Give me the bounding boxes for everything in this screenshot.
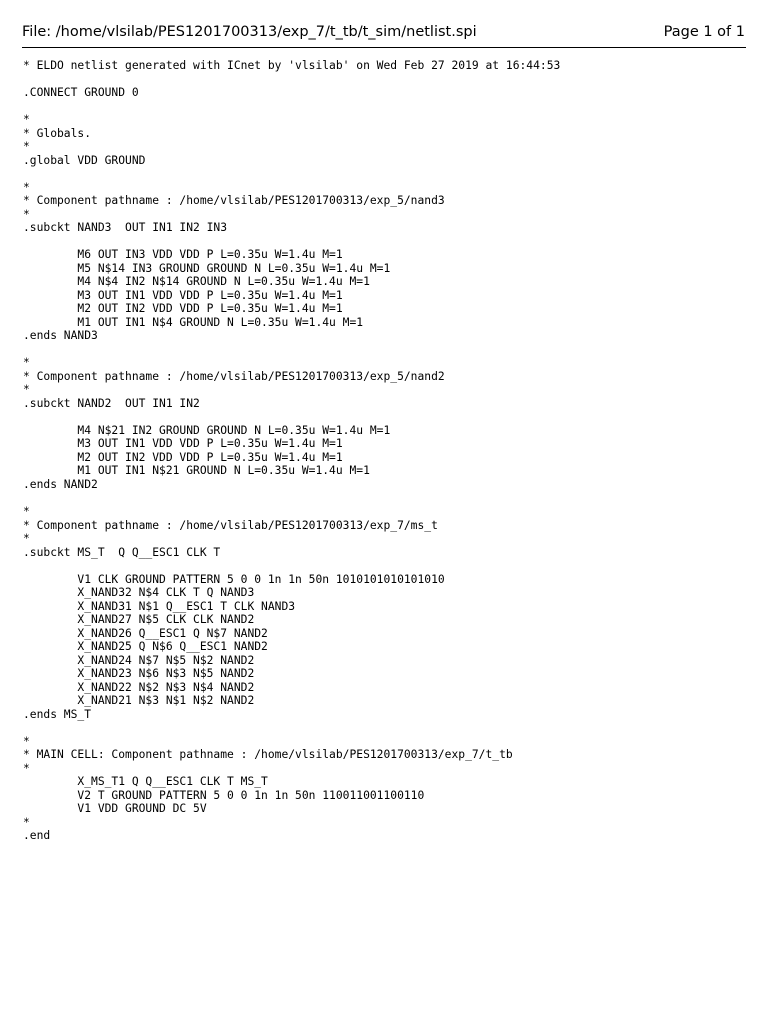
netlist-line: M2 OUT IN2 VDD VDD P L=0.35u W=1.4u M=1 [23, 450, 343, 464]
netlist-listing [23, 59, 560, 856]
netlist-line: X_NAND25 Q N$6 Q__ESC1 NAND2 [23, 640, 268, 654]
netlist-line: X_NAND22 N$2 N$3 N$4 NAND2 [23, 680, 255, 694]
netlist-line [23, 100, 560, 114]
netlist-line [23, 492, 560, 506]
netlist-line: M2 OUT IN2 VDD VDD P L=0.35u W=1.4u M=1 [23, 302, 343, 316]
netlist-line: .ends MS_T [23, 707, 92, 721]
netlist-line: X_NAND31 N$1 Q__ESC1 T CLK NAND3 [23, 599, 296, 613]
netlist-line: * [23, 815, 30, 829]
netlist-line: * [23, 505, 30, 519]
netlist-line: * [23, 180, 30, 194]
netlist-line: V1 CLK GROUND PATTERN 5 0 0 1n 1n 50n 1010101010101010 [23, 572, 445, 586]
netlist-line: M3 OUT IN1 VDD VDD P L=0.35u W=1.4u M=1 [23, 437, 343, 451]
netlist-line: .ends NAND2 [23, 477, 98, 491]
netlist-line: X_NAND32 N$4 CLK T Q NAND3 [23, 586, 255, 600]
netlist-line: * [23, 734, 30, 748]
netlist-line [23, 559, 560, 573]
netlist-line [23, 410, 560, 424]
netlist-line: * ELDO netlist generated with ICnet by 'vlsilab' on Wed Feb 27 2019 at 16:44:53 [23, 59, 561, 72]
file-path: File: /home/vlsilab/PES1201700313/exp_7/t_tb/t_sim/netlist.spi [22, 24, 477, 40]
netlist-line: .subckt MS_T Q Q__ESC1 CLK T [23, 545, 221, 559]
netlist-line: M3 OUT IN1 VDD VDD P L=0.35u W=1.4u M=1 [23, 288, 343, 302]
netlist-line [23, 721, 560, 735]
netlist-line: M4 N$4 IN2 N$14 GROUND N L=0.35u W=1.4u M=1 [23, 275, 370, 289]
netlist-line: * Component pathname : /home/vlsilab/PES1201700313/exp_5/nand2 [23, 369, 445, 383]
netlist-line: V1 VDD GROUND DC 5V [23, 802, 207, 816]
netlist-line: * MAIN CELL: Component pathname : /home/vlsilab/PES1201700313/exp_7/t_tb [23, 748, 513, 762]
netlist-line: * Component pathname : /home/vlsilab/PES1201700313/exp_5/nand3 [23, 194, 445, 208]
netlist-line: * [23, 383, 30, 397]
netlist-line: .end [23, 829, 51, 843]
netlist-line [23, 73, 560, 87]
netlist-line: M6 OUT IN3 VDD VDD P L=0.35u W=1.4u M=1 [23, 248, 343, 262]
netlist-line: * [23, 761, 30, 775]
netlist-line: V2 T GROUND PATTERN 5 0 0 1n 1n 50n 110011001100110 [23, 788, 425, 802]
netlist-line: X_NAND21 N$3 N$1 N$2 NAND2 [23, 694, 255, 708]
netlist-line: .global VDD GROUND [23, 153, 146, 167]
netlist-line [23, 343, 560, 357]
netlist-line: .ends NAND3 [23, 329, 98, 343]
netlist-line: * Globals. [23, 126, 92, 140]
header-divider [22, 47, 746, 48]
netlist-line: .subckt NAND2 OUT IN1 IN2 [23, 396, 200, 410]
page-header [22, 20, 745, 44]
netlist-line: M5 N$14 IN3 GROUND GROUND N L=0.35u W=1.4u M=1 [23, 261, 391, 275]
netlist-line: * [23, 140, 30, 154]
netlist-line: X_NAND26 Q__ESC1 Q N$7 NAND2 [23, 626, 268, 640]
netlist-line [23, 167, 560, 181]
netlist-line [23, 843, 560, 857]
netlist-line [23, 235, 560, 249]
netlist-line: * [23, 532, 30, 546]
netlist-line: .subckt NAND3 OUT IN1 IN2 IN3 [23, 221, 228, 235]
netlist-line: * [23, 207, 30, 221]
netlist-line: * [23, 356, 30, 370]
netlist-line: X_NAND24 N$7 N$5 N$2 NAND2 [23, 653, 255, 667]
netlist-line: X_NAND27 N$5 CLK CLK NAND2 [23, 613, 255, 627]
netlist-line: M1 OUT IN1 N$4 GROUND N L=0.35u W=1.4u M=1 [23, 315, 364, 329]
netlist-line: .CONNECT GROUND 0 [23, 86, 139, 100]
netlist-line: * Component pathname : /home/vlsilab/PES1201700313/exp_7/ms_t [23, 518, 438, 532]
netlist-line: M1 OUT IN1 N$21 GROUND N L=0.35u W=1.4u M=1 [23, 464, 370, 478]
netlist-line: M4 N$21 IN2 GROUND GROUND N L=0.35u W=1.4u M=1 [23, 423, 391, 437]
page-indicator: Page 1 of 1 [663, 24, 745, 40]
netlist-line: X_NAND23 N$6 N$3 N$5 NAND2 [23, 667, 255, 681]
netlist-line: X_MS_T1 Q Q__ESC1 CLK T MS_T [23, 775, 268, 789]
netlist-line: * [23, 113, 30, 127]
